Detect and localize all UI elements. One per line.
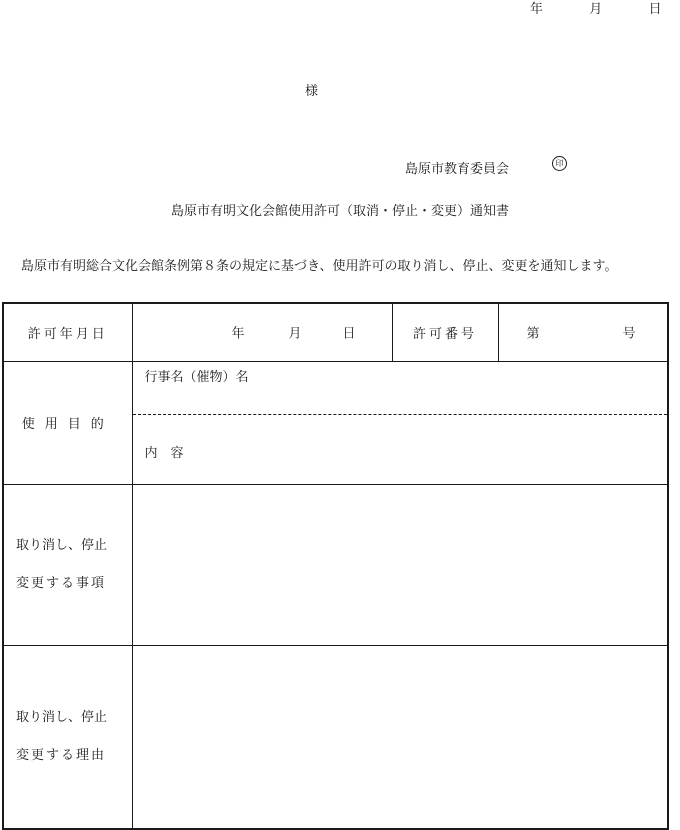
purpose-field[interactable]	[132, 361, 668, 484]
document-title: 島原市有明文化会館使用許可（取消・停止・変更）通知書	[170, 204, 509, 219]
reason-label-line1: 取り消し、停止	[16, 709, 108, 725]
purpose-label: 使用目的	[3, 361, 132, 484]
matters-field[interactable]	[132, 484, 668, 645]
purpose-divider	[133, 414, 668, 415]
issuer-name: 島原市教育委員会	[405, 162, 510, 177]
seal-mark: 印	[552, 156, 567, 171]
reason-label-line2: 変更する理由	[16, 747, 107, 763]
permit-date-month: 月	[288, 326, 302, 342]
matters-label-line2: 変更する事項	[16, 575, 107, 591]
date-month: 月	[589, 2, 603, 17]
permit-date-field[interactable]	[132, 303, 392, 361]
matters-label	[3, 484, 132, 645]
reason-row	[3, 645, 668, 829]
reason-field[interactable]	[132, 645, 668, 829]
matters-row	[3, 484, 668, 645]
reason-label	[3, 645, 132, 829]
purpose-row	[3, 361, 668, 484]
permit-date-year: 年	[231, 326, 245, 342]
date-day: 日	[648, 2, 662, 17]
permit-number-prefix: 第	[526, 326, 540, 342]
permit-number-suffix: 号	[622, 326, 636, 342]
permit-date-day: 日	[342, 326, 356, 342]
permit-date-label: 許可年月日	[3, 303, 132, 361]
matters-label-line1: 取り消し、停止	[16, 537, 108, 553]
date-year: 年	[530, 2, 544, 17]
permit-number-label: 許可番号	[392, 303, 498, 361]
permit-form-table	[2, 302, 669, 830]
content-label: 内 容	[144, 445, 184, 461]
issue-date	[530, 0, 662, 17]
permit-number-field[interactable]	[498, 303, 668, 361]
intro-text: 島原市有明総合文化会館条例第８条の規定に基づき、使用許可の取り消し、停止、変更を通知します。	[21, 259, 618, 274]
addressee-suffix: 様	[305, 84, 319, 99]
permit-row	[3, 303, 668, 361]
event-name-label: 行事名（催物）名	[144, 369, 249, 385]
